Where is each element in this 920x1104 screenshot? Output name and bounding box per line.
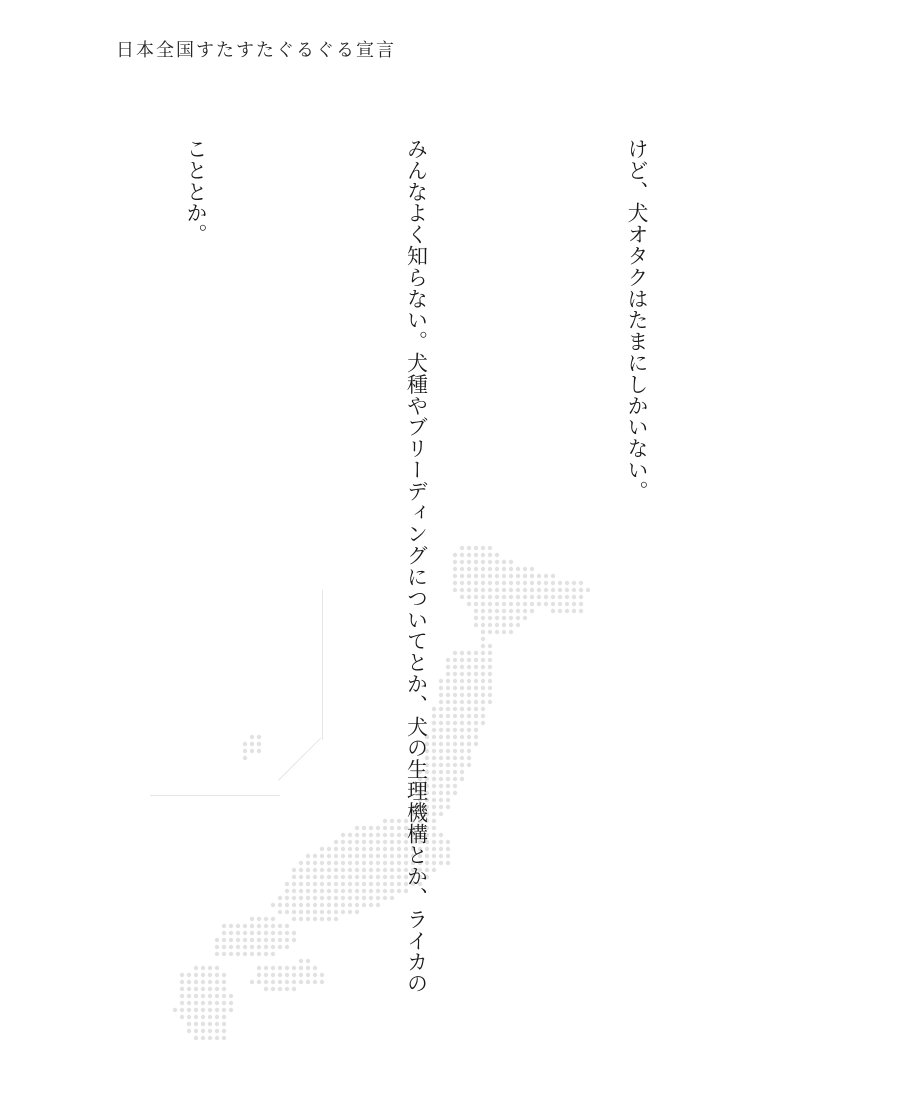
body-line: みんなよく知らない。犬種やブリーディングについてとか、犬の生理機構とか、ライカの (404, 138, 429, 994)
page-title: 日本全国すたすたぐるぐる宣言 (116, 40, 396, 61)
body-line: こととか。 (184, 138, 208, 245)
body-line: けど、犬オタクはたまにしかいない。 (625, 138, 649, 502)
article-body (0, 138, 820, 1038)
